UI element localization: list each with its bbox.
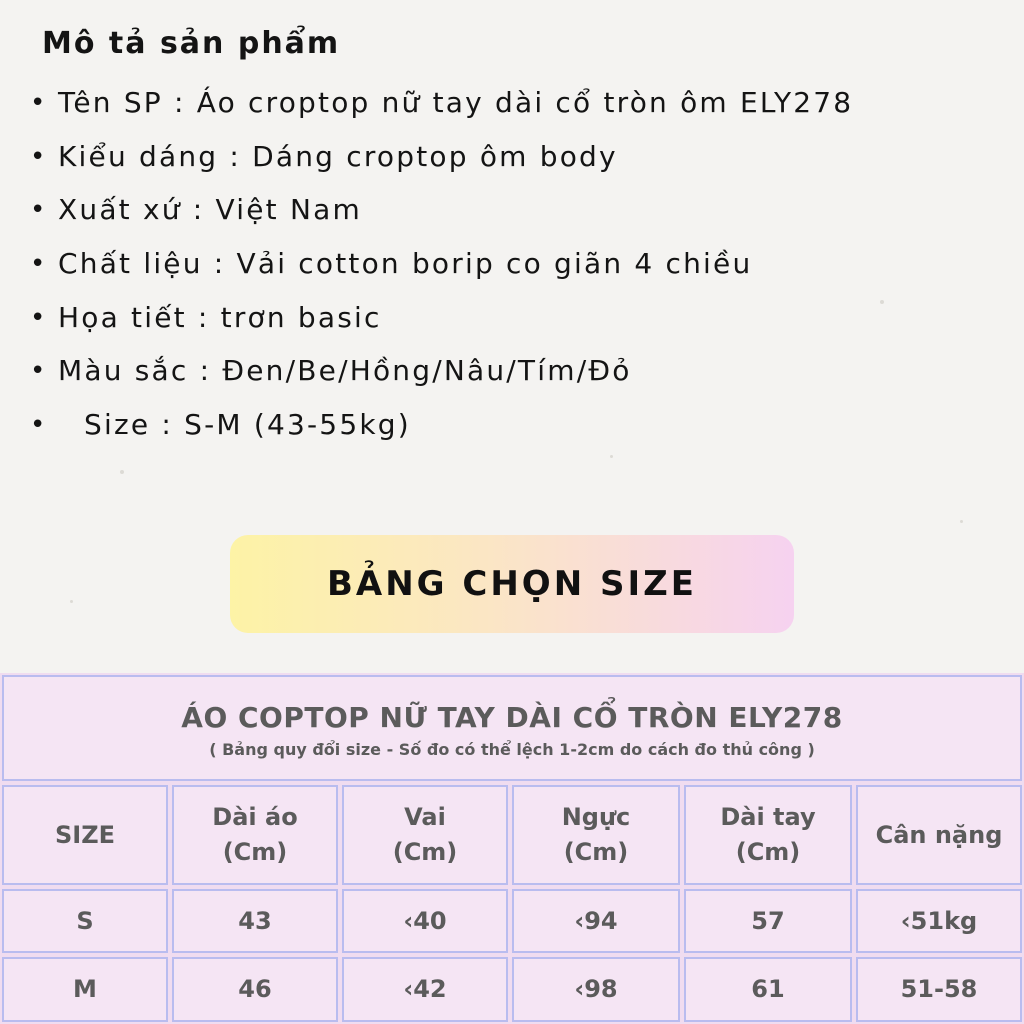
bullet-icon: •: [30, 195, 48, 226]
size-table-subtitle: ( Bảng quy đổi size - Số đo có thể lệch 1-2cm do cách đo thủ công ): [209, 740, 815, 759]
column-header-shoulder: Vai (Cm): [342, 785, 508, 885]
bullet-icon: •: [30, 302, 48, 333]
description-title: Mô tả sản phẩm: [42, 26, 341, 61]
description-item-text: Kiểu dáng : Dáng croptop ôm body: [58, 139, 618, 173]
column-header-weight: Cân nặng: [856, 785, 1022, 885]
table-cell: ‹94: [512, 889, 680, 953]
table-cell: 46: [172, 957, 338, 1022]
description-item: [30, 187, 853, 241]
description-list: [30, 80, 853, 456]
table-cell: ‹51kg: [856, 889, 1022, 953]
size-table: [0, 673, 1024, 1024]
size-table-title: ÁO COPTOP NỮ TAY DÀI CỔ TRÒN ELY278: [181, 701, 843, 734]
column-header-length: Dài áo (Cm): [172, 785, 338, 885]
description-item: [30, 348, 853, 402]
description-item: [30, 80, 853, 134]
table-cell: ‹42: [342, 957, 508, 1022]
bullet-icon: •: [30, 410, 48, 441]
table-cell: ‹98: [512, 957, 680, 1022]
background-speck: [120, 470, 124, 474]
description-item: [30, 241, 853, 295]
table-cell: 61: [684, 957, 852, 1022]
bullet-icon: •: [30, 249, 48, 280]
bullet-icon: •: [30, 356, 48, 387]
table-cell: 51-58: [856, 957, 1022, 1022]
description-item-text: Họa tiết : trơn basic: [58, 300, 382, 334]
description-item-text: Xuất xứ : Việt Nam: [58, 193, 362, 227]
table-cell: M: [2, 957, 168, 1022]
table-cell: 57: [684, 889, 852, 953]
description-item-text: Tên SP : Áo croptop nữ tay dài cổ tròn ôm ELY278: [58, 86, 854, 119]
table-cell: ‹40: [342, 889, 508, 953]
column-header-size: SIZE: [2, 785, 168, 885]
table-cell: S: [2, 889, 168, 953]
column-header-chest: Ngực (Cm): [512, 785, 680, 885]
description-item-text: Màu sắc : Đen/Be/Hồng/Nâu/Tím/Đỏ: [58, 354, 632, 388]
background-speck: [70, 600, 73, 603]
size-chart-banner: [230, 535, 794, 633]
size-chart-banner-label: BẢNG CHỌN SIZE: [326, 564, 698, 604]
table-cell: 43: [172, 889, 338, 953]
bullet-icon: •: [30, 141, 48, 172]
background-speck: [960, 520, 963, 523]
description-item: [30, 295, 853, 349]
description-item: [30, 402, 853, 456]
background-speck: [880, 300, 884, 304]
description-item: [30, 134, 853, 188]
size-table-header: [2, 675, 1022, 781]
description-item-text: Size : S-M (43-55kg): [84, 408, 411, 442]
description-item-text: Chất liệu : Vải cotton borip co giãn 4 chiều: [58, 247, 753, 281]
column-header-sleeve: Dài tay (Cm): [684, 785, 852, 885]
bullet-icon: •: [30, 88, 48, 118]
